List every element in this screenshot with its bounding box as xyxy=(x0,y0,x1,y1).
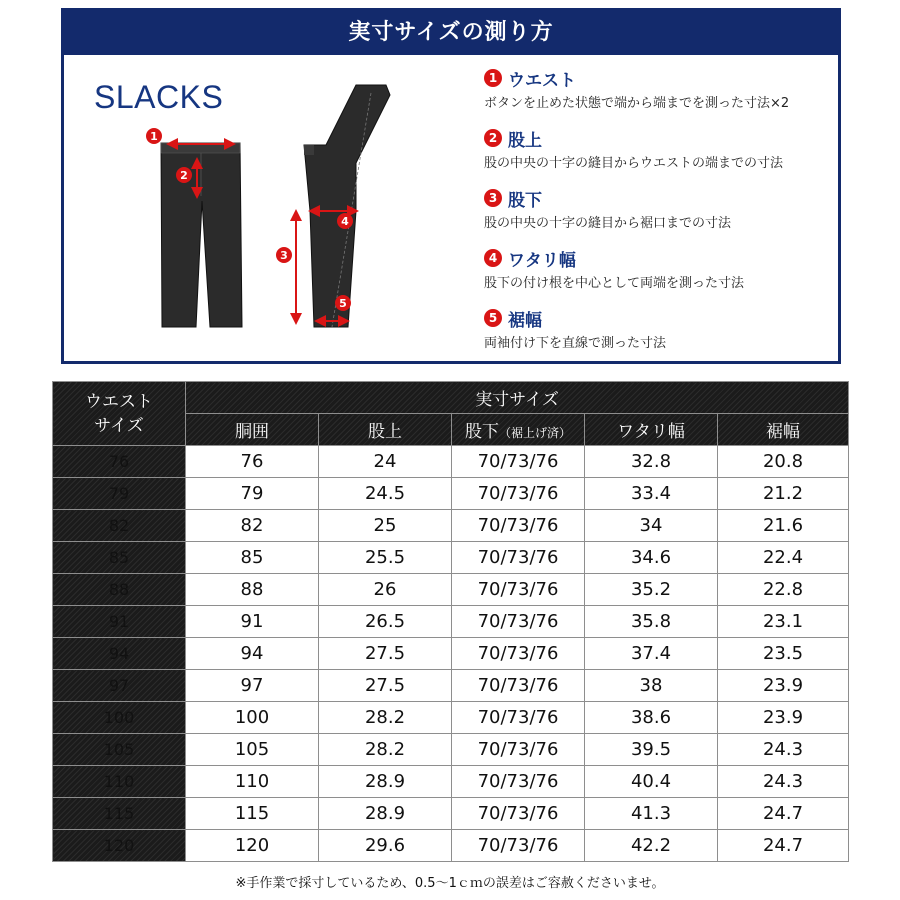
column-header-waist: 胴囲 xyxy=(186,414,319,446)
table-cell: 29.6 xyxy=(319,830,452,862)
waist-size-cell: 88 xyxy=(53,574,186,606)
number-badge: 5 xyxy=(484,309,502,327)
table-cell: 115 xyxy=(186,798,319,830)
table-cell: 33.4 xyxy=(585,478,718,510)
definition-text: 両袖付け下を直線で測った寸法 xyxy=(484,336,667,351)
garment-label: SLACKS xyxy=(94,79,224,115)
table-cell: 25.5 xyxy=(319,542,452,574)
slacks-illustration xyxy=(64,11,464,361)
table-cell: 91 xyxy=(186,606,319,638)
table-cell: 82 xyxy=(186,510,319,542)
table-cell: 24.7 xyxy=(718,798,849,830)
table-cell: 26.5 xyxy=(319,606,452,638)
table-cell: 23.9 xyxy=(718,670,849,702)
definition-text: 股の中央の十字の縫目からウエストの端までの寸法 xyxy=(484,156,784,171)
column-header-rise: 股上 xyxy=(319,414,452,446)
table-cell: 94 xyxy=(186,638,319,670)
table-cell: 34 xyxy=(585,510,718,542)
table-row xyxy=(53,798,849,830)
table-cell: 22.4 xyxy=(718,542,849,574)
svg-text:2: 2 xyxy=(180,169,188,182)
table-cell: 24 xyxy=(319,446,452,478)
definition-title: 股下 xyxy=(508,190,542,211)
table-cell: 39.5 xyxy=(585,734,718,766)
table-cell: 34.6 xyxy=(585,542,718,574)
definition-waist xyxy=(484,67,834,127)
table-cell: 35.2 xyxy=(585,574,718,606)
marker-5 xyxy=(335,295,351,311)
table-cell: 97 xyxy=(186,670,319,702)
definition-title: 股上 xyxy=(508,130,542,151)
table-cell: 100 xyxy=(186,702,319,734)
table-cell: 37.4 xyxy=(585,638,718,670)
table-cell: 24.3 xyxy=(718,734,849,766)
size-table xyxy=(52,381,849,862)
table-cell: 70/73/76 xyxy=(452,766,585,798)
table-cell: 110 xyxy=(186,766,319,798)
svg-text:1: 1 xyxy=(150,130,158,143)
definition-inseam xyxy=(484,187,834,247)
definition-text: 股の中央の十字の縫目から裾口までの寸法 xyxy=(484,216,732,231)
table-cell: 70/73/76 xyxy=(452,542,585,574)
table-row xyxy=(53,478,849,510)
table-row xyxy=(53,638,849,670)
table-cell: 21.2 xyxy=(718,478,849,510)
table-cell: 28.2 xyxy=(319,702,452,734)
waist-size-cell: 82 xyxy=(53,510,186,542)
definition-hem xyxy=(484,307,834,367)
table-cell: 70/73/76 xyxy=(452,510,585,542)
table-row xyxy=(53,574,849,606)
table-cell: 70/73/76 xyxy=(452,574,585,606)
waist-size-cell: 85 xyxy=(53,542,186,574)
marker-3 xyxy=(276,247,292,263)
actual-size-header: 実寸サイズ xyxy=(186,382,849,414)
table-body xyxy=(53,446,849,862)
table-cell: 70/73/76 xyxy=(452,446,585,478)
table-cell: 27.5 xyxy=(319,670,452,702)
waist-size-cell: 97 xyxy=(53,670,186,702)
svg-text:3: 3 xyxy=(280,249,288,262)
marker-1 xyxy=(146,128,162,144)
waist-size-cell: 105 xyxy=(53,734,186,766)
table-cell: 27.5 xyxy=(319,638,452,670)
table-row xyxy=(53,702,849,734)
table-row xyxy=(53,734,849,766)
table-cell: 28.9 xyxy=(319,766,452,798)
number-badge: 4 xyxy=(484,249,502,267)
waist-size-cell: 76 xyxy=(53,446,186,478)
definition-title: ワタリ幅 xyxy=(508,250,576,271)
table-cell: 70/73/76 xyxy=(452,734,585,766)
table-cell: 32.8 xyxy=(585,446,718,478)
svg-text:4: 4 xyxy=(341,215,349,228)
number-badge: 1 xyxy=(484,69,502,87)
table-cell: 85 xyxy=(186,542,319,574)
definition-text: ボタンを止めた状態で端から端までを測った寸法×2 xyxy=(484,96,790,111)
table-cell: 24.7 xyxy=(718,830,849,862)
table-row xyxy=(53,766,849,798)
table-cell: 41.3 xyxy=(585,798,718,830)
measurement-guide xyxy=(61,8,841,364)
side-pants-shape xyxy=(304,85,390,327)
table-cell: 79 xyxy=(186,478,319,510)
waist-size-cell: 91 xyxy=(53,606,186,638)
table-cell: 88 xyxy=(186,574,319,606)
table-cell: 42.2 xyxy=(585,830,718,862)
table-cell: 70/73/76 xyxy=(452,670,585,702)
table-cell: 70/73/76 xyxy=(452,798,585,830)
measurement-definitions xyxy=(484,67,834,367)
table-cell: 70/73/76 xyxy=(452,638,585,670)
table-cell: 70/73/76 xyxy=(452,830,585,862)
table-cell: 105 xyxy=(186,734,319,766)
table-cell: 120 xyxy=(186,830,319,862)
table-cell: 28.2 xyxy=(319,734,452,766)
column-header-thigh: ワタリ幅 xyxy=(585,414,718,446)
guide-title: 実寸サイズの測り方 xyxy=(64,11,838,55)
table-row xyxy=(53,446,849,478)
table-cell: 21.6 xyxy=(718,510,849,542)
table-cell: 25 xyxy=(319,510,452,542)
table-cell: 38.6 xyxy=(585,702,718,734)
waist-size-cell: 79 xyxy=(53,478,186,510)
column-header-hem: 裾幅 xyxy=(718,414,849,446)
front-pants-shape xyxy=(161,143,242,327)
table-cell: 24.3 xyxy=(718,766,849,798)
waist-size-cell: 110 xyxy=(53,766,186,798)
table-row xyxy=(53,606,849,638)
svg-text:5: 5 xyxy=(339,297,347,310)
table-cell: 38 xyxy=(585,670,718,702)
table-cell: 40.4 xyxy=(585,766,718,798)
waist-size-cell: 94 xyxy=(53,638,186,670)
table-row xyxy=(53,830,849,862)
definition-title: 裾幅 xyxy=(508,310,542,331)
table-row xyxy=(53,510,849,542)
number-badge: 3 xyxy=(484,189,502,207)
table-cell: 70/73/76 xyxy=(452,478,585,510)
marker-4 xyxy=(337,213,353,229)
column-header-inseam: 股下（裾上げ済） xyxy=(452,414,585,446)
table-row xyxy=(53,670,849,702)
waist-size-header: ウエスト サイズ xyxy=(53,382,186,446)
table-cell: 28.9 xyxy=(319,798,452,830)
definition-title: ウエスト xyxy=(508,70,576,91)
waist-size-cell: 120 xyxy=(53,830,186,862)
definition-rise xyxy=(484,127,834,187)
table-cell: 35.8 xyxy=(585,606,718,638)
table-cell: 76 xyxy=(186,446,319,478)
table-cell: 70/73/76 xyxy=(452,702,585,734)
table-cell: 23.9 xyxy=(718,702,849,734)
table-cell: 20.8 xyxy=(718,446,849,478)
waist-size-cell: 115 xyxy=(53,798,186,830)
table-cell: 23.1 xyxy=(718,606,849,638)
table-cell: 24.5 xyxy=(319,478,452,510)
table-cell: 70/73/76 xyxy=(452,606,585,638)
table-cell: 26 xyxy=(319,574,452,606)
footnote: ※手作業で採寸しているため、0.5～1ｃｍの誤差はご容赦くださいませ。 xyxy=(235,876,665,891)
table-cell: 23.5 xyxy=(718,638,849,670)
definition-thigh xyxy=(484,247,834,307)
number-badge: 2 xyxy=(484,129,502,147)
table-row xyxy=(53,542,849,574)
table-cell: 22.8 xyxy=(718,574,849,606)
marker-2 xyxy=(176,167,192,183)
definition-text: 股下の付け根を中心として両端を測った寸法 xyxy=(484,276,745,291)
waist-size-cell: 100 xyxy=(53,702,186,734)
